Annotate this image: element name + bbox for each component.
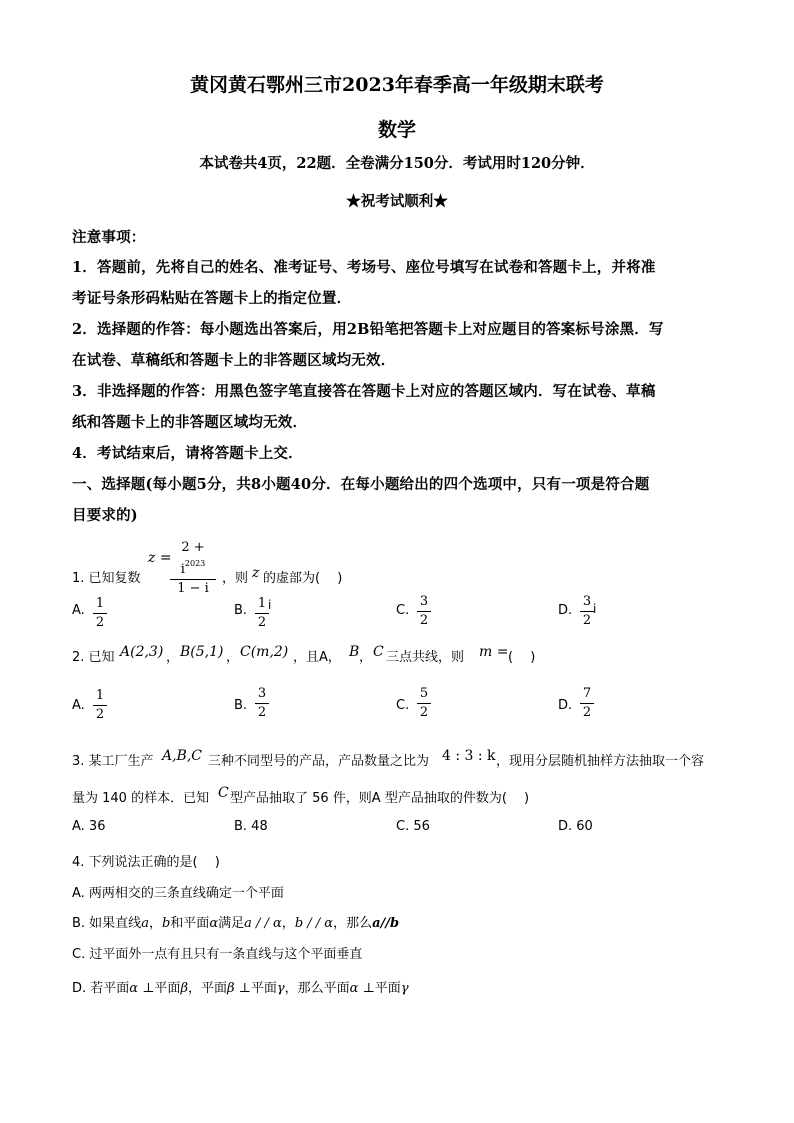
q2-point-c: C(m,2) <box>240 644 289 660</box>
q4-stem: 4. 下列说法正确的是( ) <box>72 855 220 870</box>
section-1-line-1: 一、选择题(每小题5分，共8小题40分．在每小题给出的四个选项中，只有一项是符合题 <box>72 476 650 493</box>
q1-suffix: ，则 <box>222 571 249 586</box>
q3-tail: ，现用分层随机抽样方法抽取一个容 <box>496 754 705 769</box>
q4-option-b[interactable]: B. 如果直线a，b和平面α满足a / / α，b / / α，那么a//b <box>72 916 400 931</box>
q3-abc: A,B,C <box>162 748 203 764</box>
q4-option-d[interactable]: D. 若平面α ⊥平面β，平面β ⊥平面γ，那么平面α ⊥平面γ <box>72 981 409 996</box>
notice-item-2-line-2: 在试卷、草稿纸和答题卡上的非答题区域均无效． <box>72 352 396 369</box>
q2-option-a-fraction: 1 2 <box>93 688 107 723</box>
good-luck-line: ★祝考试顺利★ <box>346 193 448 210</box>
q2-m-equals: m = <box>479 644 509 660</box>
q1-option-b-i: i <box>268 598 272 612</box>
q3-option-d[interactable]: D. 60 <box>558 819 593 834</box>
q1-suffix-2: 的虚部为( ) <box>263 571 343 586</box>
notice-item-1-line-1: 1．答题前，先将自己的姓名、准考证号、考场号、座位号填写在试卷和答题卡上，并将准 <box>72 259 656 276</box>
q1-z-var: z <box>252 565 260 581</box>
q4-option-a[interactable]: A. 两两相交的三条直线确定一个平面 <box>72 886 284 901</box>
q1-fraction <box>170 540 216 597</box>
exam-info: 本试卷共4页，22题．全卷满分150分．考试用时120分钟． <box>199 155 595 172</box>
q2-point-a: A(2,3) <box>120 644 164 660</box>
notice-item-4: 4．考试结束后，请将答题卡上交． <box>72 445 303 462</box>
q3-mid: 三种不同型号的产品，产品数量之比为 <box>208 754 430 769</box>
q1-exponent: 2023 <box>184 559 206 568</box>
notice-item-3-line-2: 纸和答题卡上的非答题区域均无效． <box>72 414 308 431</box>
subject-title: 数学 <box>377 119 416 141</box>
notice-item-2-line-1: 2．选择题的作答：每小题选出答案后，用2B铅笔把答题卡上对应题目的答案标号涂黑．写 <box>72 321 664 338</box>
q3-option-b[interactable]: B. 48 <box>234 819 268 834</box>
q1-option-b[interactable]: B. <box>234 603 248 618</box>
exam-title: 黄冈黄石鄂州三市2023年春季高一年级期末联考 <box>190 74 604 96</box>
q1-option-c-fraction: 3 2 <box>417 594 431 629</box>
q1-denominator: 1 − i <box>177 581 209 596</box>
q3-option-a[interactable]: A. 36 <box>72 819 106 834</box>
q2-point-b: B(5,1) <box>180 644 224 660</box>
notice-item-1-line-2: 考证号条形码粘贴在答题卡上的指定位置． <box>72 290 352 307</box>
q2-b-var: B <box>349 644 360 660</box>
q2-end: ( ) <box>508 650 536 665</box>
q1-option-c[interactable]: C. <box>396 603 410 618</box>
q2-comma-3: ， <box>359 650 373 665</box>
q1-numerator: $2 + i^{2023}$ <box>180 540 206 577</box>
q1-option-d-fraction: 3 2 <box>580 594 594 629</box>
q1-option-d[interactable]: D. <box>558 603 573 618</box>
q1-z-equals: z = <box>148 550 172 566</box>
q2-option-b-fraction: 3 2 <box>255 686 269 721</box>
q2-c-var: C <box>373 644 384 660</box>
q2-option-b[interactable]: B. <box>234 698 248 713</box>
q2-option-a[interactable]: A. <box>72 698 85 713</box>
q3-option-c[interactable]: C. 56 <box>396 819 430 834</box>
q1-prefix: 1. 已知复数 <box>72 571 141 586</box>
section-1-line-2: 目要求的) <box>72 507 138 524</box>
q2-mid: ，且A， <box>293 650 341 665</box>
q1-option-b-fraction: 1 2 <box>255 596 269 631</box>
q2-option-c[interactable]: C. <box>396 698 410 713</box>
q3-c-var: C <box>218 785 229 801</box>
q1-option-a-fraction: 1 2 <box>93 596 107 631</box>
q2-tail: 三点共线，则 <box>386 650 465 665</box>
q2-option-d-fraction: 7 2 <box>580 686 594 721</box>
q2-option-c-fraction: 5 2 <box>417 686 431 721</box>
q2-prefix: 2. 已知 <box>72 650 115 665</box>
q1-option-a[interactable]: A. <box>72 603 85 618</box>
q2-comma-2: ， <box>226 650 240 665</box>
q3-line-2-a: 量为 140 的样本．已知 <box>72 791 210 806</box>
q3-line-2-b: 型产品抽取了 56 件，则A 型产品抽取的件数为( ) <box>230 791 530 806</box>
q4-option-c[interactable]: C. 过平面外一点有且只有一条直线与这个平面垂直 <box>72 947 363 962</box>
notice-item-3-line-1: 3．非选择题的作答：用黑色签字笔直接答在答题卡上对应的答题区域内．写在试卷、草稿 <box>72 383 656 400</box>
q1-option-d-i: i <box>593 602 597 616</box>
notice-heading: 注意事项： <box>72 229 146 246</box>
q3-prefix: 3. 某工厂生产 <box>72 754 154 769</box>
q3-ratio: 4 : 3 : k <box>442 748 496 764</box>
q2-comma-1: ， <box>166 650 180 665</box>
q2-option-d[interactable]: D. <box>558 698 573 713</box>
